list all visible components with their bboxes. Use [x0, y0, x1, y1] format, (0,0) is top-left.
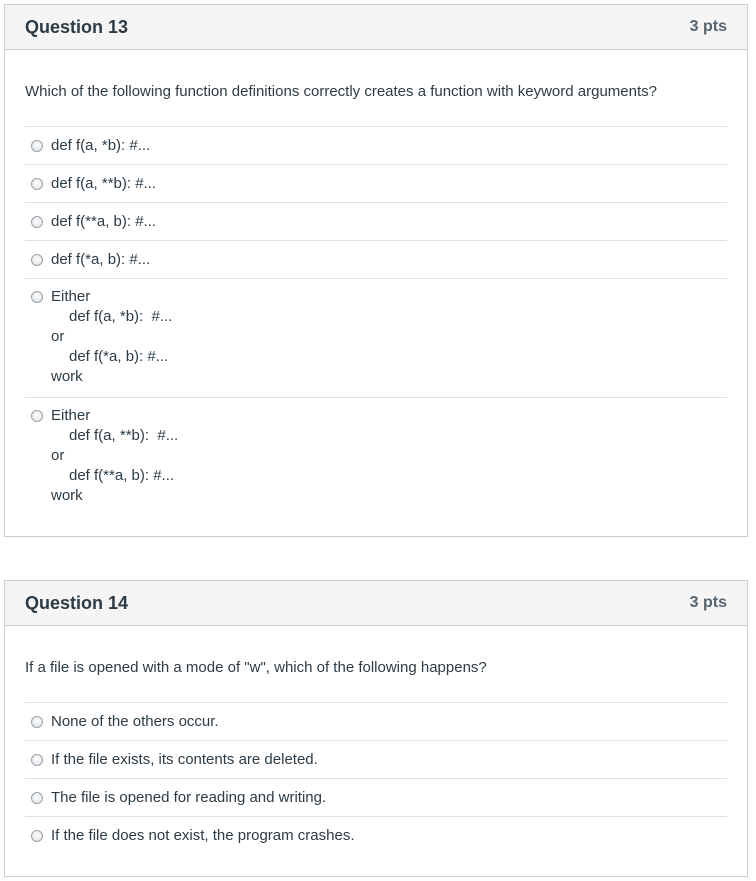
answer-line: def f(a, *b): #... [69, 308, 173, 325]
answer-label: def f(a, **b): #... [51, 174, 157, 192]
question-title: Question 14 [25, 592, 129, 613]
answer-line: or [51, 447, 65, 464]
radio-button[interactable] [31, 716, 43, 728]
answer-line: def f(**a, b): #... [69, 467, 175, 484]
radio-button[interactable] [31, 178, 43, 190]
answer-label: If the file does not exist, the program crashes. [51, 827, 355, 844]
answer-list [25, 702, 727, 855]
radio-button[interactable] [31, 254, 43, 266]
answer-option[interactable] [25, 779, 727, 817]
question-13-card [4, 4, 748, 537]
question-points: 3 pts [689, 594, 727, 611]
answer-option[interactable] [25, 241, 727, 279]
answer-list [25, 126, 727, 516]
answer-label: If the file exists, its contents are deleted. [51, 750, 318, 768]
answer-line: work [51, 487, 83, 504]
answer-option[interactable] [25, 279, 727, 398]
answer-label: def f(*a, b): #... [51, 250, 151, 268]
answer-option[interactable] [25, 741, 727, 779]
answer-line: Either [51, 288, 91, 305]
question-14-card [4, 580, 748, 877]
radio-button[interactable] [31, 754, 43, 766]
question-header [5, 581, 747, 626]
question-text: Which of the following function definitions correctly creates a function with keyword arguments? [25, 83, 657, 100]
answer-label: def f(**a, b): #... [51, 212, 157, 230]
answer-line: or [51, 328, 65, 345]
question-header [5, 5, 747, 50]
answer-option[interactable] [25, 203, 727, 241]
answer-line: work [51, 368, 83, 385]
radio-button[interactable] [31, 792, 43, 804]
answer-label [51, 406, 178, 506]
answer-label [51, 287, 172, 387]
question-points: 3 pts [689, 18, 727, 35]
answer-line: Either [51, 407, 91, 424]
answer-line: def f(*a, b): #... [69, 348, 169, 365]
radio-button[interactable] [31, 410, 43, 422]
answer-option[interactable] [25, 398, 727, 516]
radio-button[interactable] [31, 216, 43, 228]
question-text: If a file is opened with a mode of "w", which of the following happens? [25, 659, 487, 676]
answer-option[interactable] [25, 817, 727, 855]
answer-label: The file is opened for reading and writing. [51, 788, 327, 806]
radio-button[interactable] [31, 830, 43, 842]
answer-option[interactable] [25, 127, 727, 165]
question-title: Question 13 [25, 16, 129, 37]
answer-label: None of the others occur. [51, 712, 219, 730]
radio-button[interactable] [31, 140, 43, 152]
answer-option[interactable] [25, 165, 727, 203]
radio-button[interactable] [31, 291, 43, 303]
answer-label: def f(a, *b): #... [51, 136, 151, 154]
answer-option[interactable] [25, 703, 727, 741]
answer-line: def f(a, **b): #... [69, 427, 179, 444]
